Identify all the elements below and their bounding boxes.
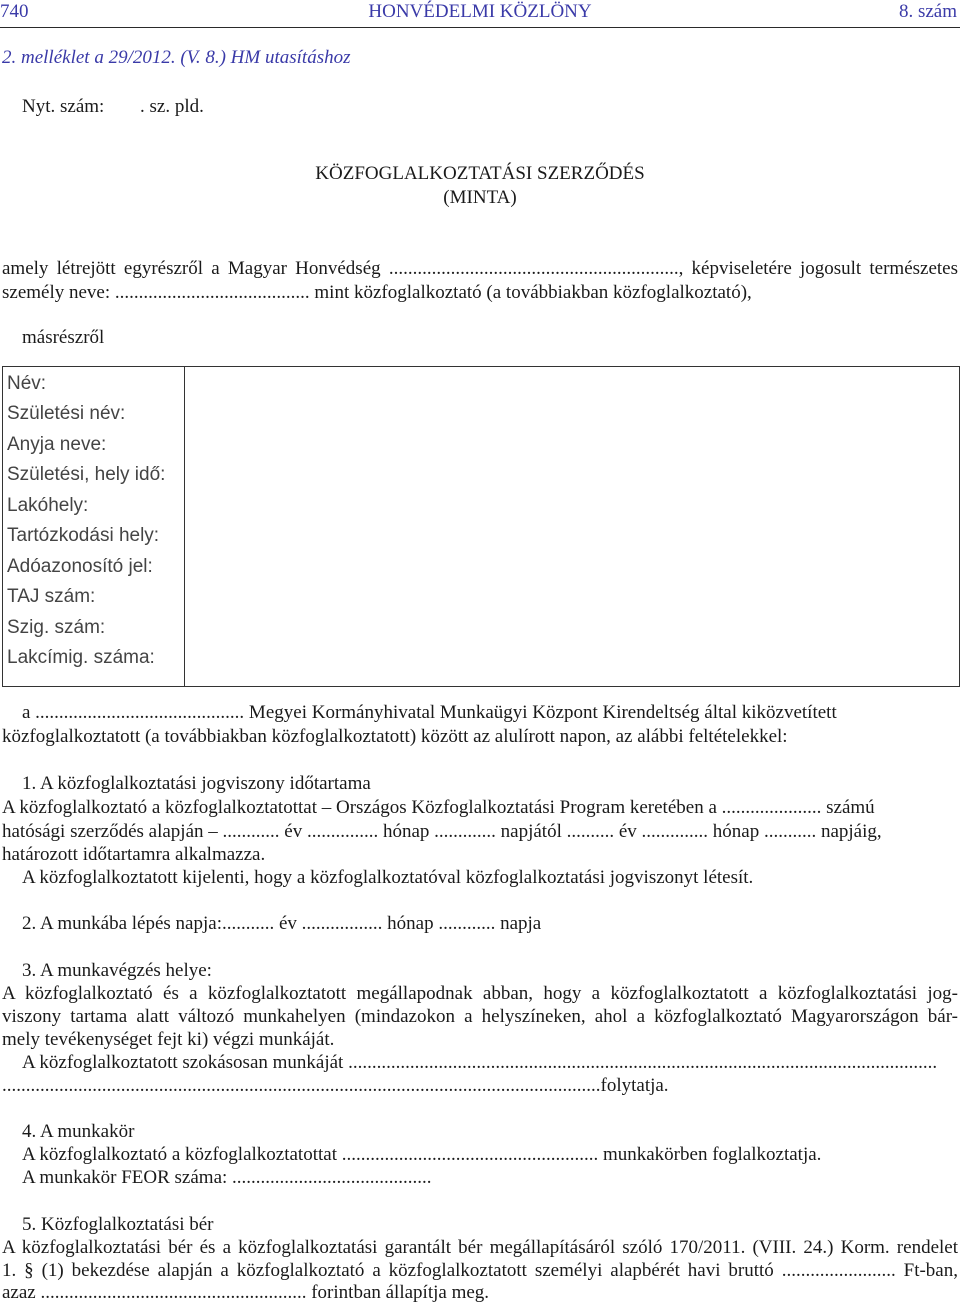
- annex-reference: 2. melléklet a 29/2012. (V. 8.) HM utasításhoz: [2, 47, 351, 68]
- field-label-taj-number: TAJ szám:: [7, 586, 96, 607]
- section-5-line-3: azaz ........................................................ forintban állapítja meg.: [2, 1282, 490, 1303]
- section-1-line-3: határozott időtartamra alkalmazza.: [2, 844, 266, 865]
- section-1-line-4: A közfoglalkoztatott kijelenti, hogy a közfoglalkoztatóval közfoglalkoztatási jogviszonyt létesít.: [22, 867, 754, 888]
- journal-title: HONVÉDELMI KÖZLÖNY: [368, 1, 592, 22]
- field-label-mother-name: Anyja neve:: [7, 434, 107, 455]
- section-4-line-2: A munkakör FEOR száma: ..........................................: [22, 1167, 432, 1188]
- masreszrol-text: másrészről: [22, 327, 105, 348]
- section-1-line-2: hatósági szerződés alapján – ............ év ............... hónap ............. napjától .......... év .............. hónap ........... napjáig,: [2, 821, 882, 842]
- issue-number: 8. szám: [898, 1, 957, 22]
- copy-number-label: . sz. pld.: [140, 96, 204, 117]
- field-label-id-card-number: Szig. szám:: [7, 617, 106, 638]
- section-3-line-1: A közfoglalkoztató és a közfoglalkoztatott megállapodnak abban, hogy a közfoglalkoztatott a közfoglalkoztatási jog-: [2, 983, 958, 1004]
- section-3-line-3: mely tevékenységet fejt ki) végzi munkáját.: [2, 1029, 335, 1050]
- agency-line-1: a ............................................ Megyei Kormányhivatal Munkaügyi Központ Kirendeltség által kiközvetített: [22, 702, 837, 723]
- employee-data-table: [2, 366, 960, 687]
- section-3-line-4: A közfoglalkoztatott szokásosan munkáját ............................................................................................................................: [22, 1052, 938, 1073]
- section-1-heading: 1. A közfoglalkoztatási jogviszony időtartama: [22, 773, 371, 794]
- page-number: 740: [0, 1, 29, 22]
- section-5-heading: 5. Közfoglalkoztatási bér: [22, 1214, 214, 1235]
- field-label-birth-place-date: Születési, hely idő:: [7, 464, 166, 485]
- section-3-heading: 3. A munkavégzés helye:: [22, 960, 212, 981]
- field-label-stay-address: Tartózkodási hely:: [7, 525, 160, 546]
- section-4-line-1: A közfoglalkoztató a közfoglalkoztatottat ...................................................... munkakörben foglalkoztatja.: [22, 1144, 822, 1165]
- section-1-line-1: A közfoglalkoztató a közfoglalkoztatottat – Országos Közfoglalkoztatási Program keretében a ..................... számú: [2, 797, 875, 818]
- document-subtitle: (MINTA): [443, 187, 517, 208]
- field-label-address-card-number: Lakcímig. száma:: [7, 647, 155, 668]
- employee-data-labels: [3, 367, 185, 686]
- section-5-line-1: A közfoglalkoztatási bér és a közfoglalkoztatási garantált bér megállapításáról szóló 170/2011. (VIII. 24.) Korm. rendelet: [2, 1237, 958, 1258]
- field-label-tax-id: Adóazonosító jel:: [7, 556, 153, 577]
- section-5-line-2: 1. § (1) bekezdése alapján a közfoglalkoztató a közfoglalkoztatott személyi alapbérét havi bruttó ........................ Ft-ban,: [2, 1260, 958, 1281]
- employee-data-values[interactable]: [185, 367, 959, 686]
- section-2-heading: 2. A munkába lépés napja:........... év ................. hónap ............ napja: [22, 913, 542, 934]
- section-3-line-2: viszony tartama alatt változó munkahelyen (mindazokon a helyszíneken, ahol a közfoglalkoztató Magyarországon bár-: [2, 1006, 958, 1027]
- intro-line-1: amely létrejött egyrészről a Magyar Honvédség ............................................................., képviseletére jogosult természetes: [2, 258, 958, 279]
- page-header: [0, 0, 960, 28]
- field-label-birth-name: Születési név:: [7, 403, 126, 424]
- section-4-heading: 4. A munkakör: [22, 1121, 135, 1142]
- section-3-line-5: ..............................................................................................................................folytatja.: [2, 1075, 669, 1096]
- registry-number-label: Nyt. szám:: [22, 96, 105, 117]
- field-label-residence: Lakóhely:: [7, 495, 89, 516]
- intro-line-2: személy neve: ......................................... mint közfoglalkoztató (a továbbiakban közfoglalkoztató),: [2, 282, 752, 303]
- field-label-name: Név:: [7, 373, 47, 394]
- document-title: KÖZFOGLALKOZTATÁSI SZERZŐDÉS: [315, 163, 645, 184]
- agency-line-2: közfoglalkoztatott (a továbbiakban közfoglalkoztatott) között az alulírott napon, az alábbi feltételekkel:: [2, 726, 788, 747]
